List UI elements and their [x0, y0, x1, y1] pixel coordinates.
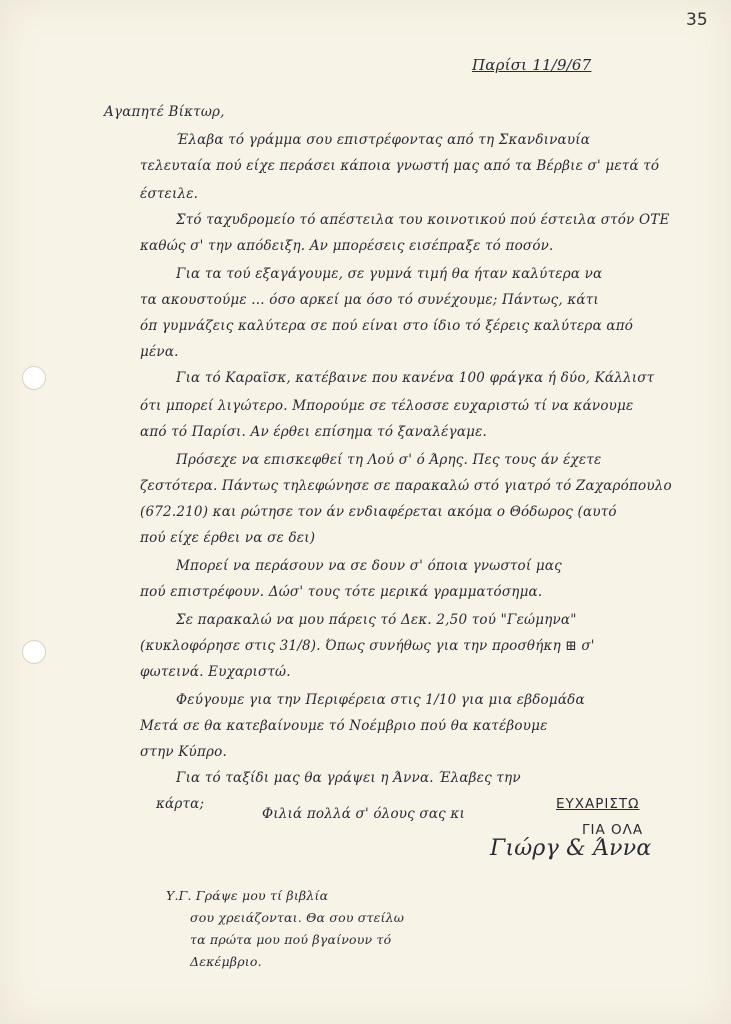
letter-line: Έλαβα τό γράμμα σου επιστρέφοντας από τη Σκανδιναυία	[176, 132, 591, 148]
letter-line: φωτεινά. Ευχαριστώ.	[140, 664, 291, 680]
postscript-line: Υ.Γ. Γράψε μου τί βιβλία	[166, 888, 329, 903]
postscript-line: σου χρειάζονται. Θα σου στείλω	[190, 910, 405, 925]
letter-line: μένα.	[140, 344, 179, 360]
letter-line: κάρτα;	[156, 796, 205, 812]
signature: Γιώργ & Άννα	[490, 836, 652, 861]
binder-hole	[22, 640, 46, 664]
letter-line: Φεύγουμε για την Περιφέρεια στις 1/10 για μια εβδομάδα	[176, 692, 585, 708]
letter-line: Μετά σε θα κατεβαίνουμε τό Νοέμβριο πού θα κατέβουμε	[140, 718, 548, 734]
letter-line: πού είχε έρθει να σε δει)	[140, 530, 316, 546]
letter-date: Παρίσι 11/9/67	[472, 56, 592, 74]
letter-line: (κυκλοφόρησε στις 31/8). Όπως συνήθως για την προσθήκη ⊞ σ'	[140, 638, 595, 654]
letter-line: τελευταία πού είχε περάσει κάποια γνωστή μας από τα Βέρβιε σ' μετά τό	[140, 158, 660, 174]
binder-hole	[22, 366, 46, 390]
letter-line: από τό Παρίσι. Αν έρθει επίσημα τό ξαναλέγαμε.	[140, 424, 488, 440]
letter-line: στην Κύπρο.	[140, 744, 227, 760]
letter-line: ότι μπορεί λιγώτερο. Μπορούμε σε τέλοσσε ευχαριστώ τί να κάνουμε	[140, 398, 634, 414]
letter-line: πού επιστρέφουν. Δώσ' τους τότε μερικά γραμματόσημα.	[140, 584, 543, 600]
letter-line: έστειλε.	[140, 186, 199, 202]
closing-text: Φιλιά πολλά σ' όλους σας κι	[262, 806, 465, 822]
postscript-line: τα πρώτα μου πού βγαίνουν τό	[190, 932, 392, 947]
letter-line: Για τό Καραϊσκ, κατέβαινε που κανένα 100 φράγκα ή δύο, Κάλλιστ	[176, 370, 655, 386]
letter-line: Για τό ταξίδι μας θα γράψει η Άννα. Έλαβες την	[176, 770, 521, 786]
letter-line: Μπορεί να περάσουν να σε δουν σ' όποια γνωστοί μας	[176, 558, 562, 574]
letter-line: Για τα τού εξαγάγουμε, σε γυμνά τιμή θα ήταν καλύτερα να	[176, 266, 603, 282]
letter-line: Πρόσεχε να επισκεφθεί τη Λού σ' ό Άρης. Πες τους άν έχετε	[176, 452, 602, 468]
letter-line: Σε παρακαλώ να μου πάρεις τό Δεκ. 2,50 τού "Γεώμηνα"	[176, 612, 577, 628]
page-number: 35	[686, 10, 708, 30]
letter-line: ζεστότερα. Πάντως τηλεφώνησε σε παρακαλώ στό γιατρό τό Ζαχαρόπουλο	[140, 478, 672, 494]
letter-line: (672.210) και ρώτησε τον άν ενδιαφέρεται ακόμα ο Θόδωρος (αυτό	[140, 504, 617, 520]
letter-line: Στό ταχυδρομείο τό απέστειλα του κοινοτικού πού έστειλα στόν ΟΤΕ	[176, 212, 670, 228]
letter-line: τα ακουστούμε ... όσο αρκεί μα όσο τό συνέχουμε; Πάντως, κάτι	[140, 292, 599, 308]
closing-for-all: ΓΙΑ ΟΛΑ	[582, 822, 644, 838]
greeting: Αγαπητέ Βίκτωρ,	[104, 104, 225, 120]
closing-thanks: ΕΥΧΑΡΙΣΤΩ	[556, 796, 640, 812]
letter-line: καθώς σ' την απόδειξη. Αν μπορέσεις εισέπραξε τό ποσόν.	[140, 238, 554, 254]
postscript-line: Δεκέμβριο.	[190, 954, 262, 969]
letter-line: όπ γυμνάζεις καλύτερα σε πού είναι στο ίδιο τό ξέρεις καλύτερα από	[140, 318, 634, 334]
